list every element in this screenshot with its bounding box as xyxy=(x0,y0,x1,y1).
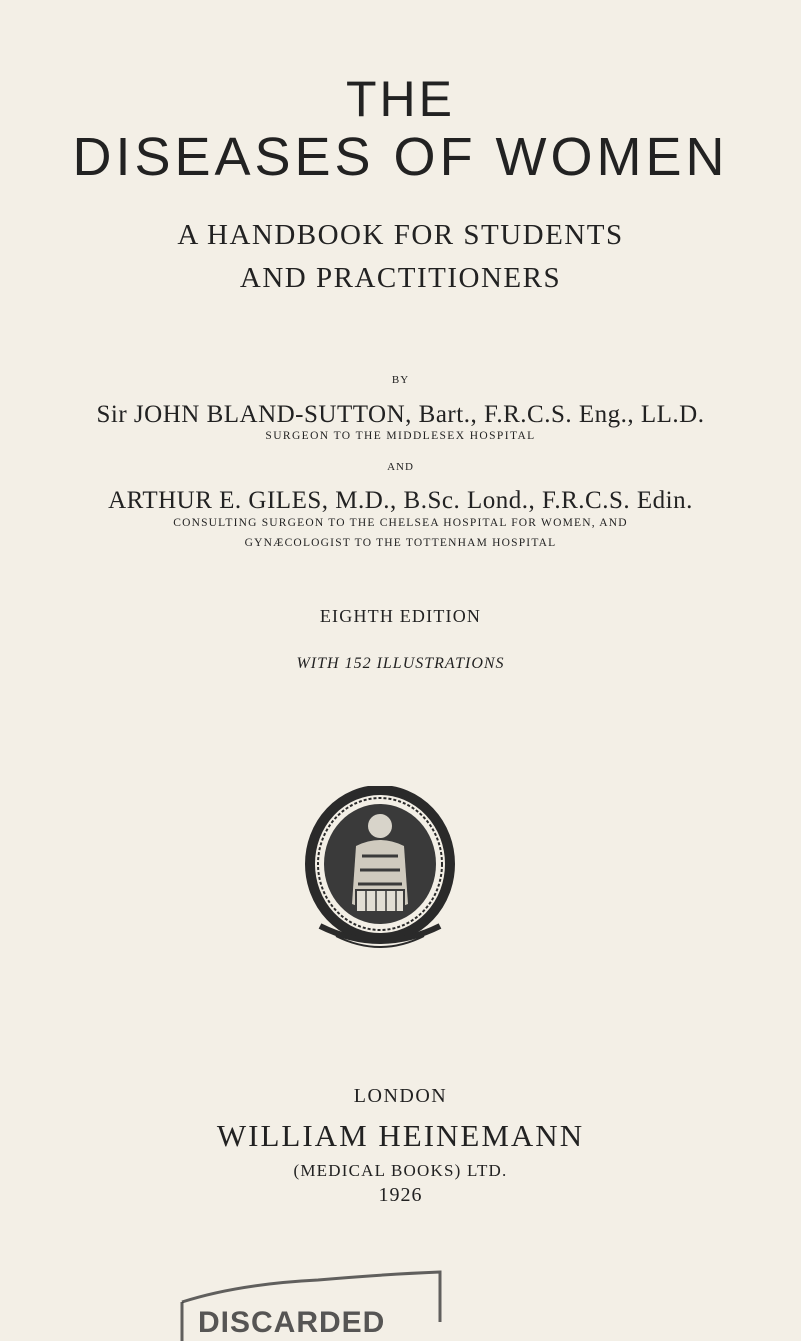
publication-year: 1926 xyxy=(378,1184,423,1206)
author-2-role-line-1: CONSULTING SURGEON TO THE CHELSEA HOSPITAL FOR WOMEN, AND xyxy=(173,517,628,529)
publisher-emblem-icon xyxy=(296,786,464,960)
publisher-name: WILLIAM HEINEMANN xyxy=(216,1118,585,1153)
book-title: DISEASES OF WOMEN xyxy=(72,127,729,187)
author-2-name: ARTHUR E. GILES, M.D., B.Sc. Lond., F.R.C.S. Edin. xyxy=(108,487,693,514)
subtitle-line-2: AND PRACTITIONERS xyxy=(239,262,562,294)
author-1-role: SURGEON TO THE MIDDLESEX HOSPITAL xyxy=(265,430,536,442)
edition-label: EIGHTH EDITION xyxy=(319,606,482,626)
discarded-stamp xyxy=(168,1262,458,1341)
author-1-name: Sir JOHN BLAND-SUTTON, Bart., F.R.C.S. Eng., LL.D. xyxy=(96,401,705,428)
subtitle-line-1: A HANDBOOK FOR STUDENTS xyxy=(177,219,624,251)
stamp-text: DISCARDED xyxy=(198,1306,386,1339)
title-the: THE xyxy=(346,71,455,127)
author-2-role-line-2: GYNÆCOLOGIST TO THE TOTTENHAM HOSPITAL xyxy=(244,537,557,549)
by-label: BY xyxy=(391,374,410,386)
imprint-city: LONDON xyxy=(353,1085,448,1107)
illustrations-note: WITH 152 ILLUSTRATIONS xyxy=(296,655,505,672)
and-label: AND xyxy=(387,461,414,473)
publisher-subtitle: (MEDICAL BOOKS) LTD. xyxy=(293,1161,508,1180)
